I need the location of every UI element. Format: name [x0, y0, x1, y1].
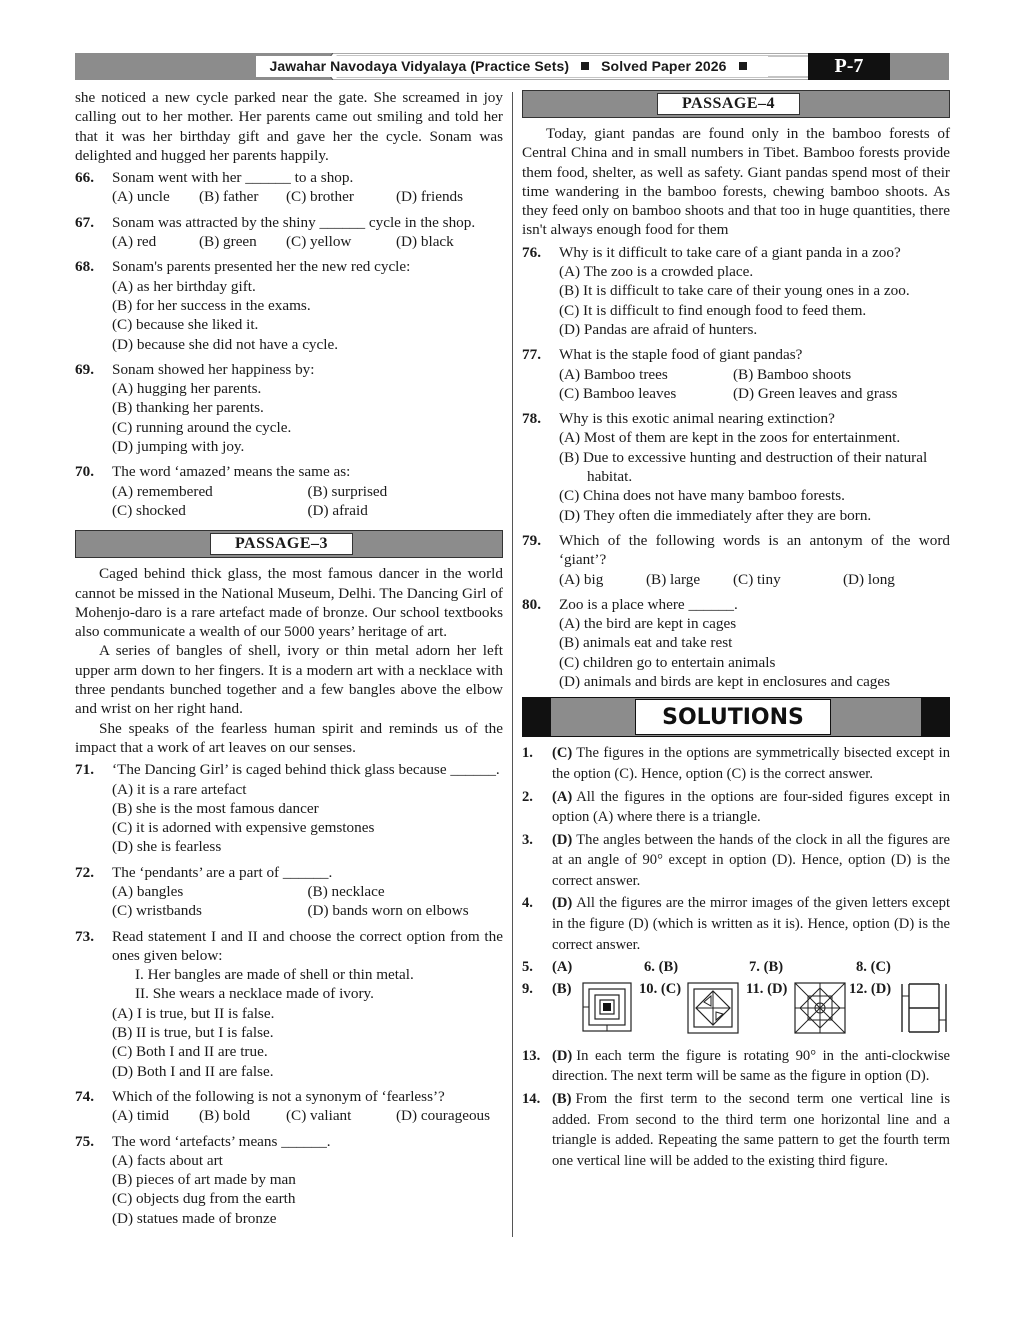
passage-2-continuation: she noticed a new cycle parked near the gate. She screamed in joy calling out to her mother. Her parents came out smiling and told her that it was her birthday gift and gave her the cycle. Sonam was delighted and hugged her parents happily. — [75, 89, 503, 164]
left-column — [75, 88, 503, 1228]
question-79-options: (A) big (B) large (C) tiny (D) long — [559, 570, 895, 588]
solution-4: 4. (D) All the figures are the mirror images of the given letters except in the figure (D) (which is written as it is). Hence, option (D) is the correct answer. — [522, 895, 950, 953]
solution-2: 2. (A) All the figures in the options are four-sided figures except in option (A) where there is a triangle. — [522, 788, 950, 826]
question-67: 67. Sonam was attracted by the shiny ______ cycle in the shop. — [75, 213, 476, 231]
column-divider — [512, 92, 513, 1237]
passage-3-heading-bar — [75, 530, 503, 558]
solutions-bar-left-block — [523, 698, 551, 736]
statement-1: I. Her bangles are made of shell or thin metal. — [135, 966, 414, 984]
question-73-options: I. Her bangles are made of shell or thin metal. II. She wears a necklace made of ivory. (A) I is true, but II is false. (B) II is true, but I is false. (C) Both I and II are true. (D) Both I and II are false. — [75, 965, 503, 1081]
question-69: 69. Sonam showed her happiness by: — [75, 360, 315, 378]
question-71: 71. ‘The Dancing Girl’ is caged behind thick glass because ______. — [75, 761, 500, 779]
question-70-options: (A) remembered (B) surprised (C) shocked (D) afraid — [112, 482, 388, 519]
square-triangles-figure-icon — [687, 982, 739, 1034]
page-number: P-7 — [808, 53, 890, 80]
answers-9-to-12: 9. (B) 10. (C) 11. (D) 12. (D) — [522, 980, 950, 1044]
question-75-options: (A) facts about art (B) pieces of art made by man (C) objects dug from the earth (D) statues made of bronze — [112, 1151, 296, 1227]
passage-4-heading-bar — [522, 90, 950, 118]
header-paper-title: Solved Paper 2026 — [601, 58, 727, 74]
passage-4-heading: PASSAGE–4 — [657, 93, 800, 115]
solution-1: 1. (C) The figures in the options are symmetrically bisected except in the option (C). Hence, option (C) is the correct answer. — [522, 745, 950, 782]
right-column — [522, 88, 950, 1171]
solution-13: 13. (D) In each term the figure is rotating 90° in the anti-clockwise direction. The next term will be same as the figure in option (D). — [522, 1047, 950, 1085]
solution-3: 3. (D) The angles between the hands of the clock in all the figures are at an angle of 90° except in option (D). Hence, option (D) is the correct answer. — [522, 831, 950, 889]
question-74-options: (A) timid (B) bold (C) valiant (D) courageous — [112, 1107, 491, 1125]
question-76: 76. Why is it difficult to take care of a giant panda in a zoo? — [522, 243, 901, 261]
solution-14: 14. (B) From the first term to the second term one vertical line is added. From second to the third term one horizontal line and a triangle is added. Repeating the same pattern to get the fourth term one vertical line will be added to the existing third figure. — [522, 1091, 950, 1169]
question-77-options: (A) Bamboo trees (B) Bamboo shoots (C) Bamboo leaves (D) Green leaves and grass — [559, 365, 898, 402]
question-76-options: (A) The zoo is a crowded place. (B) It is difficult to take care of their young ones in a zoo. (C) It is difficult to find enough food to feed them. (D) Pandas are afraid of hunters. — [559, 263, 910, 338]
passage-3-paragraph-2: A series of bangles of shell, ivory or thin metal adorn her left upper arm down to her fingers. It is a modern art with a necklace with three pendants bunched together and a few bangles above the elbow and wrist on her right hand. — [75, 642, 503, 718]
square-bullet-icon — [581, 62, 589, 70]
question-78: 78. Why is this exotic animal nearing extinction? — [522, 410, 835, 428]
statement-2: II. She wears a necklace made of ivory. — [135, 985, 374, 1003]
question-78-options: (A) Most of them are kept in the zoos for entertainment. (B) Due to excessive hunting and destruction of their natural habitat. (C) China does not have many bamboo forests. (D) They often die immediately after they are born. — [559, 429, 928, 524]
question-68-options: (A) as her birthday gift. (B) for her success in the exams. (C) because she liked it. (D) because she did not have a cycle. — [112, 277, 339, 353]
question-71-options: (A) it is a rare artefact (B) she is the most famous dancer (C) it is adorned with expensive gemstones (D) she is fearless — [112, 780, 375, 856]
passage-3-paragraph-1: Caged behind thick glass, the most famous dancer in the world cannot be missed in the National Museum, Delhi. The Dancing Girl of Mohenjo-daro is a rare artefact made of bronze. Our school textbooks also communicate a wealth of our 5000 years’ heritage of art. — [75, 565, 503, 641]
solutions-heading-bar — [522, 697, 950, 737]
solutions-bar-right-block — [921, 698, 949, 736]
question-72: 72. The ‘pendants’ are a part of ______. — [75, 863, 333, 881]
passage-3-paragraph-3: She speaks of the fearless human spirit and reminds us of the impact that a work of art leaves on our senses. — [75, 719, 503, 756]
question-67-options: (A) red (B) green (C) yellow (D) black — [112, 233, 454, 251]
star-square-figure-icon — [794, 982, 846, 1034]
passage-4-paragraph: Today, giant pandas are found only in the bamboo forests of Central China and in small numbers in Tibet. Bamboo forests provide them food, shelter, as well as safety. Giant pandas spend most of their time wandering in the bamboo forests, chewing bamboo shoots. As they feed only on bamboo shoots and that too in huge quantities, there isn't always enough food for them — [522, 125, 950, 239]
question-66: 66. Sonam went with her ______ to a shop. — [75, 169, 354, 187]
question-72-options: (A) bangles (B) necklace (C) wristbands (D) bands worn on elbows — [112, 882, 469, 920]
question-74: 74. Which of the following is not a synonym of ‘fearless’? — [75, 1087, 445, 1105]
question-79: 79. Which of the following words is an antonym of the word ‘giant’? — [522, 531, 950, 569]
lines-figure-icon — [899, 982, 949, 1034]
solutions-heading: SOLUTIONS — [635, 699, 831, 735]
question-69-options: (A) hugging her parents. (B) thanking her parents. (C) running around the cycle. (D) jumping with joy. — [112, 380, 292, 456]
nested-squares-figure-icon — [582, 982, 632, 1032]
header-title — [256, 56, 768, 77]
question-77: 77. What is the staple food of giant pandas? — [522, 346, 803, 364]
question-80: 80. Zoo is a place where ______. — [522, 595, 738, 613]
question-66-options: (A) uncle (B) father (C) brother (D) friends — [112, 188, 464, 206]
question-70: 70. The word ‘amazed’ means the same as: — [75, 463, 351, 481]
passage-3-heading: PASSAGE–3 — [210, 533, 353, 555]
question-80-options: (A) the bird are kept in cages (B) animals eat and take rest (C) children go to entertain animals (D) animals and birds are kept in enclosures and cages — [559, 615, 891, 691]
question-75: 75. The word ‘artefacts’ means ______. — [75, 1132, 331, 1150]
square-bullet-icon — [739, 62, 747, 70]
question-68: 68. Sonam's parents presented her the new red cycle: — [75, 258, 411, 276]
header-series-title: Jawahar Navodaya Vidyalaya (Practice Sets) — [269, 58, 570, 74]
answers-5-to-8: 5. (A) 6. (B) 7. (B) 8. (C) — [522, 959, 891, 976]
question-73: 73. Read statement I and II and choose the correct option from the ones given below: — [75, 927, 503, 964]
